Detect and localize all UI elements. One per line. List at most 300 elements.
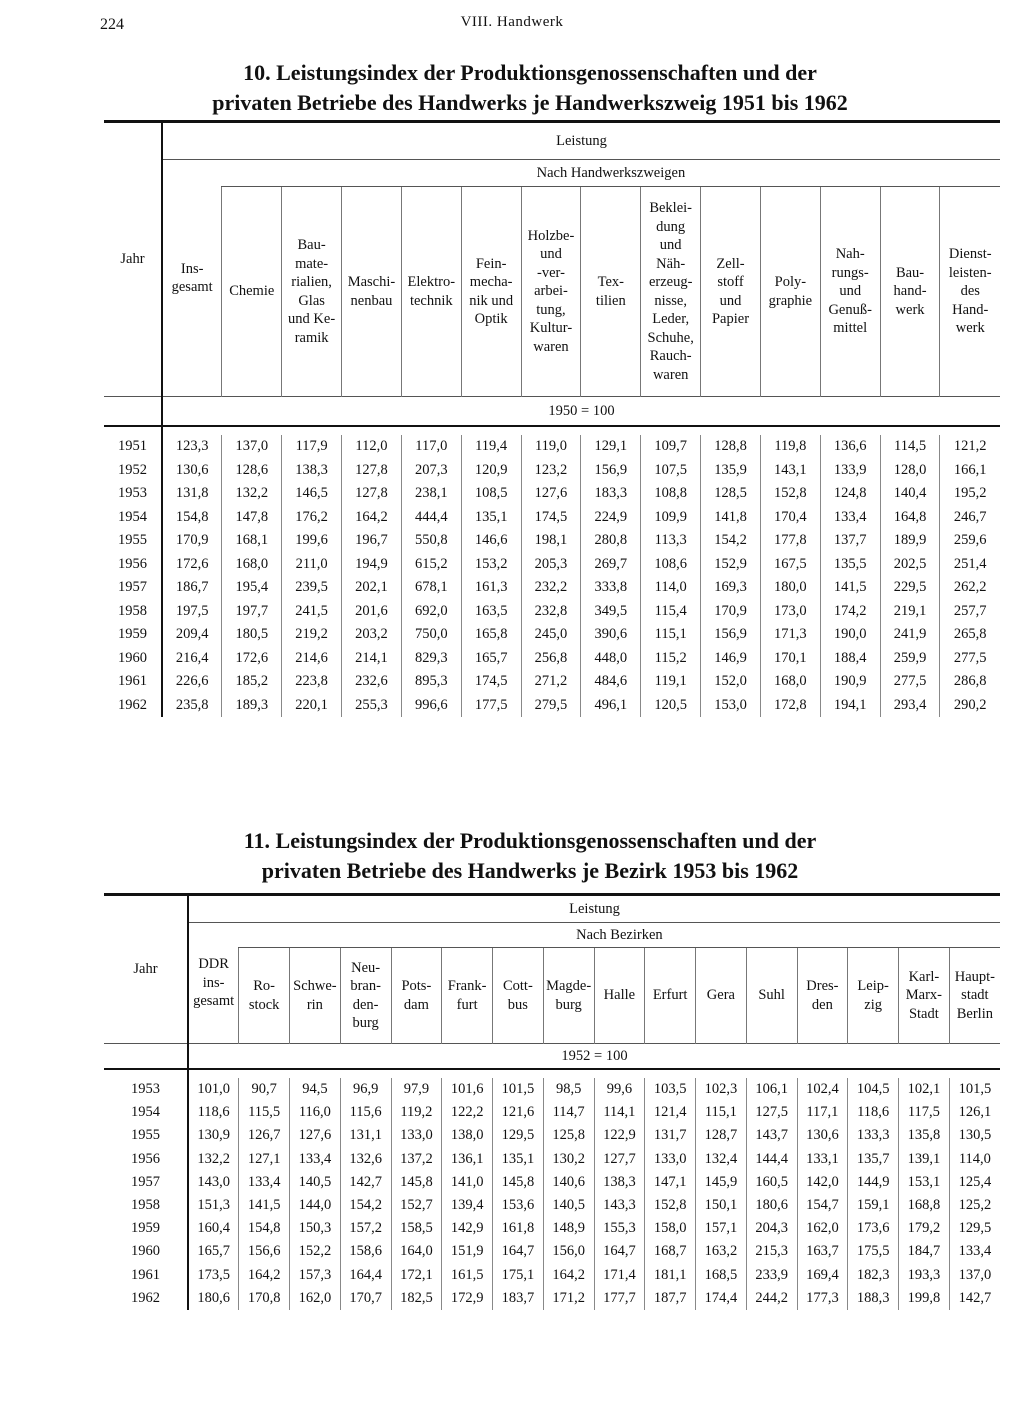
group-header: Leistung — [162, 122, 1000, 160]
value-cell: 114,7 — [543, 1101, 594, 1124]
value-cell: 153,0 — [701, 694, 761, 718]
value-cell: 108,8 — [641, 482, 701, 506]
year-cell: 1954 — [104, 506, 162, 530]
basis-label: 1952 = 100 — [188, 1044, 1000, 1070]
column-header: Beklei- dung und Näh- erzeug- nisse, Leder, Schuhe, Rauch- waren — [641, 187, 701, 397]
table-row — [104, 435, 1000, 459]
value-cell: 182,3 — [848, 1264, 899, 1287]
value-cell: 94,5 — [290, 1078, 341, 1101]
table-10-title-line-1: 10. Leistungsindex der Produktionsgenossenschaften und der — [243, 60, 817, 85]
column-header: Frank- furt — [442, 948, 493, 1044]
value-cell: 154,8 — [239, 1217, 290, 1240]
value-cell: 150,3 — [290, 1217, 341, 1240]
value-cell: 280,8 — [581, 529, 641, 553]
value-cell: 143,0 — [197, 1173, 230, 1190]
value-cell: 180,6 — [197, 1289, 230, 1306]
value-cell: 170,4 — [760, 506, 820, 530]
value-cell: 148,9 — [543, 1217, 594, 1240]
year-cell: 1957 — [104, 1171, 188, 1194]
value-cell: 152,2 — [290, 1240, 341, 1263]
value-cell: 265,8 — [940, 623, 1000, 647]
value-cell: 895,3 — [401, 670, 461, 694]
value-cell: 161,3 — [461, 576, 521, 600]
value-cell: 170,7 — [340, 1287, 391, 1310]
value-cell: 109,7 — [641, 435, 701, 459]
value-cell: 117,9 — [282, 435, 342, 459]
value-cell: 484,6 — [581, 670, 641, 694]
value-cell: 164,7 — [493, 1240, 544, 1263]
column-header: Erfurt — [645, 948, 696, 1044]
value-cell: 172,9 — [442, 1287, 493, 1310]
value-cell: 224,9 — [581, 506, 641, 530]
value-cell: 185,2 — [222, 670, 282, 694]
value-cell: 164,2 — [239, 1264, 290, 1287]
value-cell: 146,9 — [701, 647, 761, 671]
value-cell: 104,5 — [848, 1078, 899, 1101]
value-cell: 120,5 — [641, 694, 701, 718]
subgroup-header: Nach Bezirken — [239, 923, 1000, 948]
value-cell: 154,2 — [340, 1194, 391, 1217]
value-cell: 119,2 — [391, 1101, 442, 1124]
value-cell: 181,1 — [645, 1264, 696, 1287]
value-cell: 203,2 — [342, 623, 402, 647]
value-cell: 183,3 — [581, 482, 641, 506]
value-cell: 146,5 — [282, 482, 342, 506]
value-cell: 130,6 — [175, 461, 209, 478]
value-cell: 195,4 — [222, 576, 282, 600]
value-cell: 179,2 — [899, 1217, 950, 1240]
value-cell: 147,8 — [222, 506, 282, 530]
value-cell: 147,1 — [645, 1171, 696, 1194]
value-cell: 170,1 — [760, 647, 820, 671]
value-cell: 125,2 — [949, 1194, 1000, 1217]
value-cell: 199,8 — [899, 1287, 950, 1310]
value-cell: 190,9 — [820, 670, 880, 694]
value-cell: 190,0 — [820, 623, 880, 647]
column-header: Gera — [696, 948, 747, 1044]
column-header: Tex- tilien — [581, 187, 641, 397]
value-cell: 122,9 — [594, 1124, 645, 1147]
value-cell: 137,2 — [391, 1148, 442, 1171]
value-cell: 269,7 — [581, 553, 641, 577]
value-cell: 133,4 — [239, 1171, 290, 1194]
value-cell: 290,2 — [940, 694, 1000, 718]
value-cell: 279,5 — [521, 694, 581, 718]
value-cell: 444,4 — [401, 506, 461, 530]
year-cell: 1952 — [104, 459, 162, 483]
value-cell: 156,6 — [239, 1240, 290, 1263]
value-cell: 135,1 — [461, 506, 521, 530]
value-cell: 173,6 — [848, 1217, 899, 1240]
value-cell: 102,4 — [797, 1078, 848, 1101]
value-cell: 174,4 — [696, 1287, 747, 1310]
value-cell: 136,6 — [820, 435, 880, 459]
value-cell: 112,0 — [342, 435, 402, 459]
value-cell: 142,7 — [949, 1287, 1000, 1310]
column-header: Pots- dam — [391, 948, 442, 1044]
value-cell: 157,3 — [290, 1264, 341, 1287]
value-cell: 166,1 — [940, 459, 1000, 483]
table-row — [104, 1101, 1000, 1124]
table-row — [104, 1148, 1000, 1171]
running-head: VIII. Handwerk — [460, 14, 564, 30]
value-cell: 133,4 — [290, 1148, 341, 1171]
value-cell: 196,7 — [342, 529, 402, 553]
value-cell: 129,1 — [581, 435, 641, 459]
value-cell: 211,0 — [282, 553, 342, 577]
value-cell: 142,0 — [797, 1171, 848, 1194]
value-cell: 133,3 — [848, 1124, 899, 1147]
value-cell: 144,9 — [848, 1171, 899, 1194]
group-header: Leistung — [188, 895, 1000, 923]
value-cell: 114,0 — [949, 1148, 1000, 1171]
value-cell: 170,9 — [701, 600, 761, 624]
value-cell: 171,3 — [760, 623, 820, 647]
value-cell: 117,1 — [797, 1101, 848, 1124]
value-cell: 138,0 — [442, 1124, 493, 1147]
table-11 — [104, 893, 1000, 1310]
year-cell: 1959 — [104, 1217, 188, 1240]
value-cell: 155,3 — [594, 1217, 645, 1240]
value-cell: 164,0 — [391, 1240, 442, 1263]
value-cell: 133,1 — [797, 1148, 848, 1171]
value-cell: 171,4 — [594, 1264, 645, 1287]
value-cell: 255,3 — [342, 694, 402, 718]
value-cell: 127,6 — [290, 1124, 341, 1147]
value-cell: 750,0 — [401, 623, 461, 647]
value-cell: 138,3 — [594, 1171, 645, 1194]
value-cell: 152,9 — [701, 553, 761, 577]
value-cell: 135,8 — [899, 1124, 950, 1147]
value-cell: 143,3 — [594, 1194, 645, 1217]
value-cell: 169,4 — [797, 1264, 848, 1287]
column-header: Magde- burg — [543, 948, 594, 1044]
table-11-title-line-2: privaten Betriebe des Handwerks je Bezirk 1953 bis 1962 — [261, 858, 799, 883]
table-row — [104, 623, 1000, 647]
value-cell: 209,4 — [175, 626, 209, 643]
value-cell: 115,1 — [641, 623, 701, 647]
value-cell: 156,9 — [701, 623, 761, 647]
value-cell: 170,9 — [175, 532, 209, 549]
value-cell: 207,3 — [401, 459, 461, 483]
value-cell: 121,4 — [645, 1101, 696, 1124]
year-cell: 1953 — [104, 1078, 188, 1101]
value-cell: 174,5 — [461, 670, 521, 694]
value-cell: 132,6 — [340, 1148, 391, 1171]
value-cell: 271,2 — [521, 670, 581, 694]
value-cell: 202,1 — [342, 576, 402, 600]
year-cell: 1954 — [104, 1101, 188, 1124]
value-cell: 162,0 — [290, 1287, 341, 1310]
value-cell: 246,7 — [940, 506, 1000, 530]
table-row — [104, 1124, 1000, 1147]
value-cell: 177,5 — [461, 694, 521, 718]
value-cell: 615,2 — [401, 553, 461, 577]
value-cell: 145,8 — [391, 1171, 442, 1194]
value-cell: 214,6 — [282, 647, 342, 671]
value-cell: 996,6 — [401, 694, 461, 718]
value-cell: 102,3 — [696, 1078, 747, 1101]
value-cell: 140,5 — [543, 1194, 594, 1217]
value-cell: 169,3 — [701, 576, 761, 600]
value-cell: 140,5 — [290, 1171, 341, 1194]
value-cell: 158,6 — [340, 1240, 391, 1263]
value-cell: 127,5 — [746, 1101, 797, 1124]
value-cell: 142,9 — [442, 1217, 493, 1240]
table-row — [104, 694, 1000, 718]
column-header: Halle — [594, 948, 645, 1044]
value-cell: 130,6 — [797, 1124, 848, 1147]
value-cell: 127,6 — [521, 482, 581, 506]
value-cell: 257,7 — [940, 600, 1000, 624]
value-cell: 108,6 — [641, 553, 701, 577]
column-header: Holzbe- und -ver- arbei- tung, Kultur- waren — [521, 187, 581, 397]
value-cell: 119,0 — [521, 435, 581, 459]
column-header: DDR ins- gesamt — [193, 956, 235, 1010]
value-cell: 159,1 — [848, 1194, 899, 1217]
table-10-title-line-2: privaten Betriebe des Handwerks je Handwerkszweig 1951 bis 1962 — [212, 90, 848, 115]
value-cell: 122,2 — [442, 1101, 493, 1124]
value-cell: 157,2 — [340, 1217, 391, 1240]
table-row — [104, 600, 1000, 624]
value-cell: 176,2 — [282, 506, 342, 530]
value-cell: 141,5 — [239, 1194, 290, 1217]
value-cell: 128,7 — [696, 1124, 747, 1147]
value-cell: 164,7 — [594, 1240, 645, 1263]
value-cell: 216,4 — [175, 649, 209, 666]
value-cell: 158,5 — [391, 1217, 442, 1240]
value-cell: 259,6 — [940, 529, 1000, 553]
value-cell: 197,5 — [175, 602, 209, 619]
value-cell: 201,6 — [342, 600, 402, 624]
column-header: Leip- zig — [848, 948, 899, 1044]
value-cell: 189,9 — [880, 529, 940, 553]
value-cell: 239,5 — [282, 576, 342, 600]
value-cell: 232,8 — [521, 600, 581, 624]
year-header: Jahr — [104, 895, 188, 1044]
table-row — [104, 647, 1000, 671]
table-row — [104, 482, 1000, 506]
value-cell: 233,9 — [746, 1264, 797, 1287]
value-cell: 128,0 — [880, 459, 940, 483]
value-cell: 161,5 — [442, 1264, 493, 1287]
column-header: Karl- Marx- Stadt — [899, 948, 950, 1044]
value-cell: 143,1 — [760, 459, 820, 483]
value-cell: 115,1 — [696, 1101, 747, 1124]
value-cell: 126,7 — [239, 1124, 290, 1147]
value-cell: 128,8 — [701, 435, 761, 459]
value-cell: 114,1 — [594, 1101, 645, 1124]
value-cell: 127,8 — [342, 482, 402, 506]
value-cell: 140,6 — [543, 1171, 594, 1194]
value-cell: 146,6 — [461, 529, 521, 553]
value-cell: 141,0 — [442, 1171, 493, 1194]
value-cell: 180,0 — [760, 576, 820, 600]
value-cell: 238,1 — [401, 482, 461, 506]
value-cell: 107,5 — [641, 459, 701, 483]
value-cell: 293,4 — [880, 694, 940, 718]
table-row — [104, 576, 1000, 600]
value-cell: 133,0 — [391, 1124, 442, 1147]
value-cell: 154,7 — [797, 1194, 848, 1217]
value-cell: 194,9 — [342, 553, 402, 577]
value-cell: 241,5 — [282, 600, 342, 624]
table-row — [104, 529, 1000, 553]
value-cell: 678,1 — [401, 576, 461, 600]
value-cell: 160,4 — [197, 1220, 230, 1237]
year-cell: 1958 — [104, 1194, 188, 1217]
table-10-title — [150, 58, 910, 118]
column-header: Poly- graphie — [760, 187, 820, 397]
value-cell: 152,8 — [760, 482, 820, 506]
value-cell: 120,9 — [461, 459, 521, 483]
column-header: Fein- mecha- nik und Optik — [461, 187, 521, 397]
value-cell: 101,6 — [442, 1078, 493, 1101]
column-header: Cott- bus — [493, 948, 544, 1044]
value-cell: 172,6 — [175, 555, 209, 572]
column-header: Dienst- leisten- des Hand- werk — [940, 187, 1000, 397]
page-number: 224 — [100, 16, 124, 33]
value-cell: 172,8 — [760, 694, 820, 718]
basis-label: 1950 = 100 — [162, 397, 1000, 427]
value-cell: 164,2 — [543, 1264, 594, 1287]
value-cell: 165,7 — [461, 647, 521, 671]
value-cell: 135,5 — [820, 553, 880, 577]
value-cell: 121,2 — [940, 435, 1000, 459]
table-row — [104, 1264, 1000, 1287]
value-cell: 172,1 — [391, 1264, 442, 1287]
value-cell: 141,5 — [820, 576, 880, 600]
value-cell: 132,2 — [197, 1150, 230, 1167]
value-cell: 103,5 — [645, 1078, 696, 1101]
year-cell: 1958 — [104, 600, 162, 624]
value-cell: 262,2 — [940, 576, 1000, 600]
year-cell: 1955 — [104, 1124, 188, 1147]
value-cell: 101,5 — [493, 1078, 544, 1101]
value-cell: 152,8 — [645, 1194, 696, 1217]
value-cell: 215,3 — [746, 1240, 797, 1263]
value-cell: 117,5 — [899, 1101, 950, 1124]
value-cell: 114,5 — [880, 435, 940, 459]
table-11-title — [150, 826, 910, 886]
value-cell: 133,4 — [949, 1240, 1000, 1263]
column-header: Schwe- rin — [290, 948, 341, 1044]
value-cell: 163,2 — [696, 1240, 747, 1263]
value-cell: 189,3 — [222, 694, 282, 718]
value-cell: 127,8 — [342, 459, 402, 483]
value-cell: 117,0 — [401, 435, 461, 459]
value-cell: 174,5 — [521, 506, 581, 530]
value-cell: 96,9 — [340, 1078, 391, 1101]
table-row — [104, 1171, 1000, 1194]
value-cell: 145,9 — [696, 1171, 747, 1194]
column-header: Chemie — [222, 187, 282, 397]
value-cell: 90,7 — [239, 1078, 290, 1101]
column-header: Suhl — [746, 948, 797, 1044]
year-cell: 1960 — [104, 647, 162, 671]
column-header: Zell- stoff und Papier — [701, 187, 761, 397]
year-cell: 1961 — [104, 1264, 188, 1287]
table-row — [104, 1287, 1000, 1310]
value-cell: 205,3 — [521, 553, 581, 577]
value-cell: 123,3 — [175, 438, 209, 455]
value-cell: 245,0 — [521, 623, 581, 647]
value-cell: 97,9 — [391, 1078, 442, 1101]
value-cell: 109,9 — [641, 506, 701, 530]
value-cell: 235,8 — [175, 696, 209, 713]
table-row — [104, 459, 1000, 483]
value-cell: 127,7 — [594, 1148, 645, 1171]
value-cell: 130,9 — [197, 1127, 230, 1144]
value-cell: 164,8 — [880, 506, 940, 530]
year-cell: 1961 — [104, 670, 162, 694]
value-cell: 113,3 — [641, 529, 701, 553]
value-cell: 182,5 — [391, 1287, 442, 1310]
value-cell: 140,4 — [880, 482, 940, 506]
value-cell: 143,7 — [746, 1124, 797, 1147]
value-cell: 219,1 — [880, 600, 940, 624]
value-cell: 172,6 — [222, 647, 282, 671]
value-cell: 116,0 — [290, 1101, 341, 1124]
value-cell: 165,8 — [461, 623, 521, 647]
value-cell: 124,8 — [820, 482, 880, 506]
table-row — [104, 1078, 1000, 1101]
value-cell: 244,2 — [746, 1287, 797, 1310]
value-cell: 161,8 — [493, 1217, 544, 1240]
value-cell: 168,5 — [696, 1264, 747, 1287]
year-cell: 1959 — [104, 623, 162, 647]
table-10 — [104, 120, 1000, 717]
year-cell: 1957 — [104, 576, 162, 600]
value-cell: 193,3 — [899, 1264, 950, 1287]
value-cell: 180,6 — [746, 1194, 797, 1217]
value-cell: 157,1 — [696, 1217, 747, 1240]
value-cell: 160,5 — [746, 1171, 797, 1194]
value-cell: 168,8 — [899, 1194, 950, 1217]
column-header: Elektro- technik — [401, 187, 461, 397]
value-cell: 175,5 — [848, 1240, 899, 1263]
value-cell: 153,1 — [899, 1171, 950, 1194]
value-cell: 137,7 — [820, 529, 880, 553]
value-cell: 496,1 — [581, 694, 641, 718]
value-cell: 133,4 — [820, 506, 880, 530]
value-cell: 151,9 — [442, 1240, 493, 1263]
value-cell: 165,7 — [197, 1243, 230, 1260]
table-row — [104, 1240, 1000, 1263]
value-cell: 219,2 — [282, 623, 342, 647]
value-cell: 138,3 — [282, 459, 342, 483]
value-cell: 118,6 — [197, 1104, 230, 1121]
value-cell: 152,7 — [391, 1194, 442, 1217]
value-cell: 226,6 — [175, 673, 209, 690]
value-cell: 115,6 — [340, 1101, 391, 1124]
value-cell: 171,2 — [543, 1287, 594, 1310]
value-cell: 153,6 — [493, 1194, 544, 1217]
value-cell: 174,2 — [820, 600, 880, 624]
value-cell: 229,5 — [880, 576, 940, 600]
year-cell: 1953 — [104, 482, 162, 506]
value-cell: 98,5 — [543, 1078, 594, 1101]
value-cell: 177,3 — [797, 1287, 848, 1310]
value-cell: 139,1 — [899, 1148, 950, 1171]
value-cell: 151,3 — [197, 1197, 230, 1214]
value-cell: 152,0 — [701, 670, 761, 694]
value-cell: 333,8 — [581, 576, 641, 600]
value-cell: 168,7 — [645, 1240, 696, 1263]
value-cell: 448,0 — [581, 647, 641, 671]
value-cell: 164,4 — [340, 1264, 391, 1287]
value-cell: 180,5 — [222, 623, 282, 647]
